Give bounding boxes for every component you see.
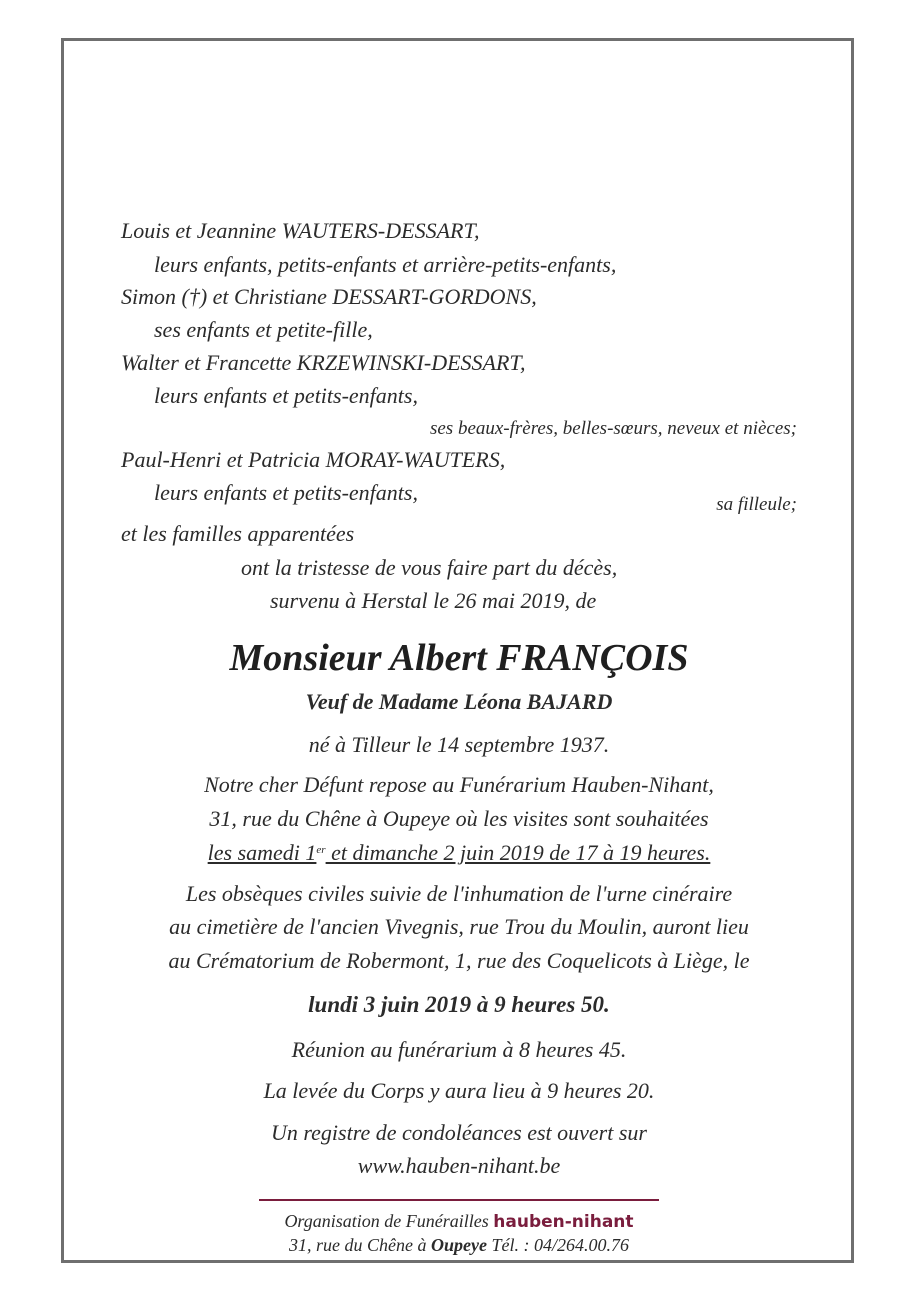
- family-line-10: et les familles apparentées: [121, 521, 355, 546]
- footer-address: 31, rue du Chêne à: [289, 1235, 427, 1255]
- visit-dates-superscript: er: [316, 844, 326, 856]
- footer-city: Oupeye: [431, 1235, 487, 1255]
- deceased-spouse: Veuf de Madame Léona BAJARD: [305, 689, 613, 714]
- footer-org-label: Organisation de Funérailles: [284, 1211, 489, 1231]
- footer-divider: [259, 1199, 659, 1201]
- footer-phone: Tél. : 04/264.00.76: [491, 1235, 629, 1255]
- funeral-levee: La levée du Corps y aura lieu à 9 heures 20.: [263, 1078, 655, 1103]
- visit-line-2: 31, rue du Chêne à Oupeye où les visites sont souhaitées: [209, 806, 709, 831]
- announce-line-2: survenu à Herstal le 26 mai 2019, de: [270, 588, 597, 613]
- visit-line-1: Notre cher Défunt repose au Funérarium Hauben-Nihant,: [204, 772, 714, 797]
- family-line-7: ses beaux-frères, belles-sœurs, neveux et nièces;: [429, 418, 797, 439]
- footer-address-line: [0, 1234, 918, 1256]
- family-line-3: Simon (†) et Christiane DESSART-GORDONS,: [121, 284, 537, 309]
- family-line-2: leurs enfants, petits-enfants et arrière-petits-enfants,: [154, 252, 617, 277]
- visit-dates-part-1: les samedi 1: [207, 840, 317, 865]
- family-line-8: Paul-Henri et Patricia MORAY-WAUTERS,: [121, 447, 506, 472]
- family-line-9: leurs enfants et petits-enfants,: [154, 480, 418, 505]
- family-line-4: ses enfants et petite-fille,: [154, 317, 373, 342]
- registry-text: Un registre de condoléances est ouvert sur: [271, 1120, 647, 1145]
- visit-line-3: [0, 840, 918, 866]
- brand-logo: hauben-nihant: [493, 1212, 634, 1232]
- family-line-6: leurs enfants et petits-enfants,: [154, 383, 418, 408]
- family-line-5: Walter et Francette KRZEWINSKI-DESSART,: [121, 350, 526, 375]
- announce-line-1: ont la tristesse de vous faire part du décès,: [241, 555, 618, 580]
- funeral-line-3: au Crématorium de Robermont, 1, rue des Coquelicots à Liège, le: [168, 948, 750, 973]
- family-line-9b: sa filleule;: [716, 494, 797, 515]
- funeral-meeting: Réunion au funérarium à 8 heures 45.: [291, 1037, 627, 1062]
- registry-website: www.hauben-nihant.be: [357, 1153, 561, 1178]
- funeral-line-1: Les obsèques civiles suivie de l'inhumation de l'urne cinéraire: [185, 881, 733, 906]
- visit-dates-part-2: et dimanche 2 juin 2019 de 17 à 19 heures.: [325, 840, 711, 865]
- deceased-birth: né à Tilleur le 14 septembre 1937.: [308, 732, 610, 757]
- deceased-name: Monsieur Albert FRANÇOIS: [229, 637, 689, 679]
- footer-org-line: [0, 1210, 918, 1233]
- family-line-1: Louis et Jeannine WAUTERS-DESSART,: [121, 218, 480, 243]
- funeral-line-2: au cimetière de l'ancien Vivegnis, rue Trou du Moulin, auront lieu: [169, 914, 749, 939]
- funeral-date: lundi 3 juin 2019 à 9 heures 50.: [308, 992, 610, 1017]
